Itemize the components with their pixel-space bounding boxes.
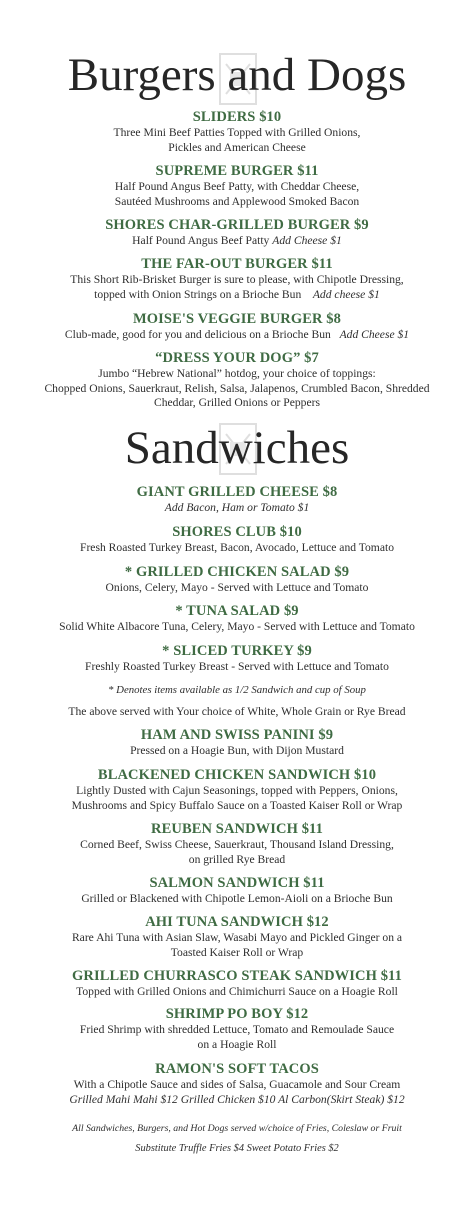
item-desc: This Short Rib-Brisket Burger is sure to please, with Chipotle Dressing, — [70, 273, 404, 286]
item-desc: Toasted Kaiser Roll or Wrap — [170, 945, 304, 959]
menu-item — [0, 217, 474, 249]
item-desc: Solid White Albacore Tuna, Celery, Mayo - Served with Lettuce and Tomato — [59, 620, 415, 633]
menu-item — [0, 109, 474, 155]
item-desc: Mushrooms and Spicy Buffalo Sauce on a Toasted Kaiser Roll or Wrap — [71, 798, 403, 812]
item-name: “DRESS YOUR DOG” $7 — [155, 350, 319, 366]
item-desc: Jumbo “Hebrew National” hotdog, your choice of toppings: — [98, 367, 376, 380]
item-desc: Pickles and American Cheese — [168, 140, 306, 154]
item-name: * GRILLED CHICKEN SALAD $9 — [124, 564, 350, 580]
menu-item — [0, 524, 474, 556]
item-desc-text: Half Pound Angus Beef Patty — [132, 234, 270, 247]
item-desc: Half Pound Angus Beef Patty, with Cheddar Cheese, — [114, 180, 360, 193]
add-on-text: Add Bacon, Ham or Tomato $1 — [164, 501, 310, 514]
menu-item — [0, 727, 474, 759]
item-desc: Fried Shrimp with shredded Lettuce, Tomato and Remoulade Sauce — [79, 1023, 395, 1036]
menu-item — [0, 643, 474, 675]
menu-item — [0, 767, 474, 813]
menu-item — [0, 350, 474, 411]
item-name: THE FAR-OUT BURGER $11 — [141, 256, 333, 272]
taco-options: Grilled Mahi Mahi $12 Grilled Chicken $10 Al Carbon(Skirt Steak) $12 — [69, 1092, 405, 1106]
half-sandwich-note: * Denotes items available as 1/2 Sandwich and cup of Soup — [108, 684, 366, 696]
menu-item — [0, 484, 474, 516]
item-desc: Lightly Dusted with Cajun Seasonings, topped with Peppers, Onions, — [76, 784, 398, 797]
item-desc: With a Chipotle Sauce and sides of Salsa, Guacamole and Sour Cream — [73, 1078, 401, 1091]
menu-item — [0, 163, 474, 209]
add-on-text: Add Cheese $1 — [272, 234, 342, 247]
item-name: SALMON SANDWICH $11 — [149, 875, 325, 891]
item-desc: Onions, Celery, Mayo - Served with Lettuce and Tomato — [105, 581, 369, 594]
item-name: HAM AND SWISS PANINI $9 — [140, 727, 334, 743]
item-desc: Rare Ahi Tuna with Asian Slaw, Wasabi Mayo and Pickled Ginger on a — [71, 931, 403, 944]
item-name: SUPREME BURGER $11 — [155, 163, 319, 179]
item-name: MOISE'S VEGGIE BURGER $8 — [133, 311, 341, 327]
item-name: * TUNA SALAD $9 — [175, 603, 299, 619]
menu-item — [0, 256, 474, 302]
item-desc-text: topped with Onion Strings on a Brioche Bun — [94, 287, 302, 301]
item-desc — [0, 288, 474, 303]
item-desc: on grilled Rye Bread — [188, 852, 286, 866]
sandwiches-section-title: Sandwiches — [124, 422, 350, 474]
item-desc-text: Club-made, good for you and delicious on a Brioche Bun — [64, 328, 331, 341]
item-desc: Sautéed Mushrooms and Applewood Smoked Bacon — [114, 194, 360, 208]
item-name: * SLICED TURKEY $9 — [162, 643, 312, 659]
add-on-text: Add cheese $1 — [312, 287, 380, 301]
item-desc — [0, 328, 474, 343]
item-name: GIANT GRILLED CHEESE $8 — [136, 484, 338, 500]
item-desc: Cheddar, Grilled Onions or Peppers — [153, 396, 320, 409]
item-desc: Three Mini Beef Patties Topped with Grilled Onions, — [113, 126, 361, 139]
add-on-text: Add Cheese $1 — [339, 328, 410, 341]
item-name: SLIDERS $10 — [192, 109, 282, 125]
item-name: RAMON'S SOFT TACOS — [155, 1061, 319, 1077]
item-desc: Grilled or Blackened with Chipotle Lemon-Aioli on a Brioche Bun — [81, 892, 393, 905]
menu-item — [0, 311, 474, 343]
item-desc — [0, 234, 474, 249]
bread-choice-note: The above served with Your choice of White, Whole Grain or Rye Bread — [68, 705, 406, 718]
item-desc: on a Hoagie Roll — [197, 1037, 277, 1051]
item-desc: Topped with Grilled Onions and Chimichurri Sauce on a Hoagie Roll — [76, 985, 398, 998]
item-desc: Fresh Roasted Turkey Breast, Bacon, Avocado, Lettuce and Tomato — [80, 541, 394, 554]
item-desc: Chopped Onions, Sauerkraut, Relish, Salsa, Jalapenos, Crumbled Bacon, Shredded — [44, 381, 430, 395]
item-name: SHRIMP PO BOY $12 — [165, 1006, 309, 1022]
menu-item — [0, 564, 474, 596]
item-desc: Freshly Roasted Turkey Breast - Served with Lettuce and Tomato — [85, 660, 389, 673]
item-name: SHORES CLUB $10 — [172, 524, 302, 540]
menu-item — [0, 1061, 474, 1107]
substitute-footer-note: Substitute Truffle Fries $4 Sweet Potato Fries $2 — [135, 1143, 339, 1154]
sides-footer-note: All Sandwiches, Burgers, and Hot Dogs served w/choice of Fries, Coleslaw or Fruit — [72, 1123, 402, 1134]
item-name: BLACKENED CHICKEN SANDWICH $10 — [97, 767, 377, 783]
item-name: AHI TUNA SANDWICH $12 — [145, 914, 329, 930]
menu-item — [0, 821, 474, 867]
item-name: REUBEN SANDWICH $11 — [151, 821, 323, 837]
menu-item — [0, 914, 474, 960]
burgers-section-title: Burgers and Dogs — [67, 49, 407, 101]
menu-item — [0, 1006, 474, 1052]
item-desc: Corned Beef, Swiss Cheese, Sauerkraut, Thousand Island Dressing, — [80, 838, 394, 851]
menu-item — [0, 603, 474, 635]
item-desc: Pressed on a Hoagie Bun, with Dijon Mustard — [130, 744, 344, 757]
item-name: SHORES CHAR-GRILLED BURGER $9 — [105, 217, 369, 233]
menu-item — [0, 875, 474, 907]
item-name: GRILLED CHURRASCO STEAK SANDWICH $11 — [72, 968, 402, 984]
menu-item — [0, 968, 474, 1000]
